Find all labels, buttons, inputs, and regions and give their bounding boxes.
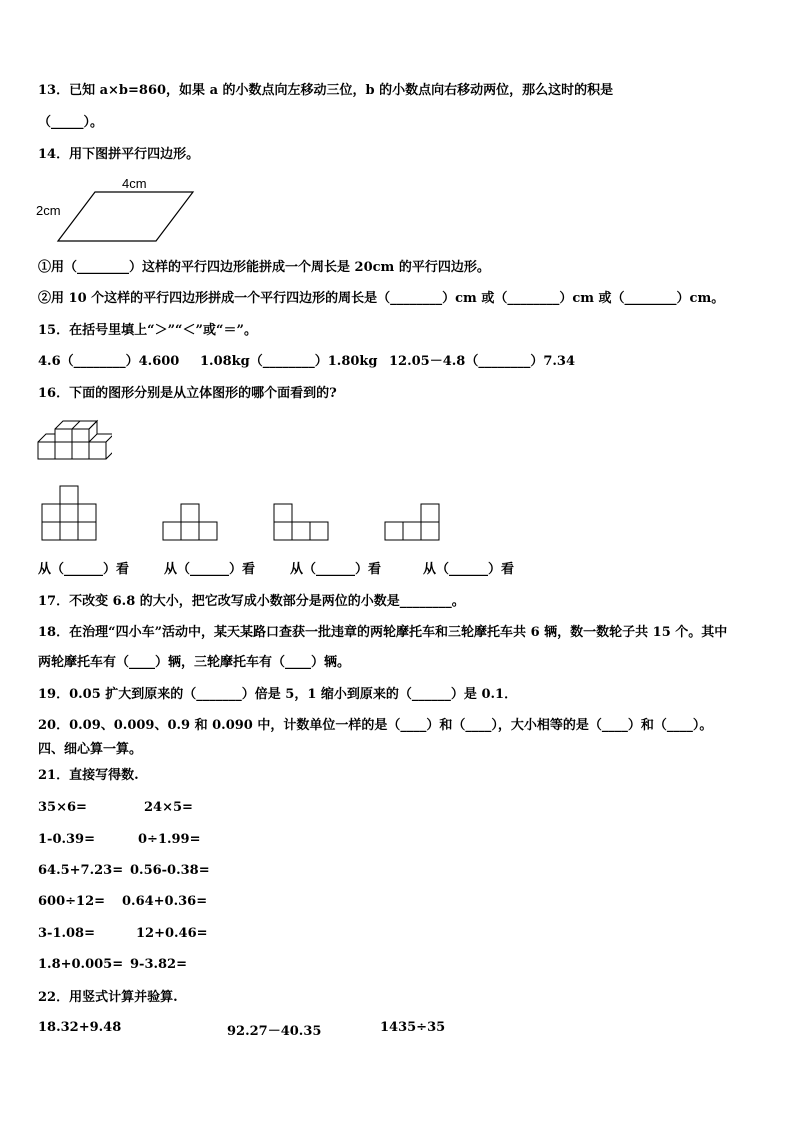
q18-line1: 18．在治理“四小车”活动中，某天某路口查获一批违章的两轮摩托车和三轮摩托车共 6 辆，数一数轮子共 15 个。其中 — [38, 625, 728, 640]
q16-title: 16．下面的图形分别是从立体图形的哪个面看到的? — [38, 386, 337, 401]
q15-item-2: 1.08kg（________）1.80kg — [200, 354, 378, 369]
q22-item-2: 92.27－40.35 — [227, 1024, 322, 1039]
q14-sub2: ②用 10 个这样的平行四边形拼成一个平行四边形的周长是（________）cm 或（________）cm 或（________）cm。 — [38, 291, 725, 306]
q15-title: 15．在括号里填上“＞”“＜”或“＝”。 — [38, 323, 257, 338]
q21-calc-5b: 12+0.46= — [136, 926, 208, 941]
q21-calc-3a: 64.5+7.23= — [38, 863, 124, 878]
view-figure-2 — [161, 502, 221, 542]
q21-calc-4b: 0.64+0.36= — [122, 894, 208, 909]
q21-calc-6b: 9-3.82= — [130, 957, 187, 972]
q17-text: 17．不改变 6.8 的大小，把它改写成小数部分是两位的小数是________。 — [38, 594, 465, 609]
q21-calc-4a: 600÷12= — [38, 894, 106, 909]
q20-text: 20．0.09、0.009、0.9 和 0.090 中，计数单位一样的是（____）和（____），大小相等的是（____）和（____）。 — [38, 718, 713, 733]
q15-item-1: 4.6（________）4.600 — [38, 354, 180, 369]
parallelogram-top-label: 4cm — [122, 176, 147, 191]
q16-answer-3: 从（______）看 — [290, 562, 382, 577]
q14-title: 14．用下图拼平行四边形。 — [38, 147, 200, 162]
parallelogram-shape — [58, 192, 193, 241]
q18-line2: 两轮摩托车有（____）辆，三轮摩托车有（____）辆。 — [38, 655, 351, 670]
q21-calc-6a: 1.8+0.005= — [38, 957, 124, 972]
q22-title: 22．用竖式计算并验算. — [38, 990, 178, 1005]
view-figure-3 — [272, 502, 332, 542]
q13-line2: （_____）。 — [38, 115, 104, 130]
q21-calc-2b: 0÷1.99= — [138, 832, 201, 847]
q13-line1: 13．已知 a×b=860，如果 a 的小数点向左移动三位，b 的小数点向右移动两位，那么这时的积是 — [38, 83, 614, 98]
parallelogram-side-label: 2cm — [36, 203, 61, 218]
q14-sub1: ①用（________）这样的平行四边形能拼成一个周长是 20cm 的平行四边形。 — [38, 260, 490, 275]
cube-stack-figure — [36, 418, 112, 464]
section4-title: 四、细心算一算。 — [38, 742, 143, 757]
q22-item-1: 18.32+9.48 — [38, 1020, 122, 1035]
q21-calc-3b: 0.56-0.38= — [130, 863, 210, 878]
view-figure-1 — [40, 484, 100, 542]
q21-title: 21．直接写得数. — [38, 768, 139, 783]
q16-answer-4: 从（______）看 — [423, 562, 515, 577]
q21-calc-5a: 3-1.08= — [38, 926, 95, 941]
view-figure-4 — [383, 502, 443, 542]
q16-answer-2: 从（______）看 — [164, 562, 256, 577]
q21-calc-1b: 24×5= — [144, 800, 193, 815]
q19-text: 19．0.05 扩大到原来的（_______）倍是 5，1 缩小到原来的（______）是 0.1． — [38, 687, 518, 702]
q22-item-3: 1435÷35 — [380, 1020, 446, 1035]
q15-item-3: 12.05－4.8（________）7.34 — [389, 354, 575, 369]
q16-answer-1: 从（______）看 — [38, 562, 130, 577]
parallelogram-figure — [36, 172, 206, 246]
q21-calc-1a: 35×6= — [38, 800, 87, 815]
q21-calc-2a: 1-0.39= — [38, 832, 95, 847]
